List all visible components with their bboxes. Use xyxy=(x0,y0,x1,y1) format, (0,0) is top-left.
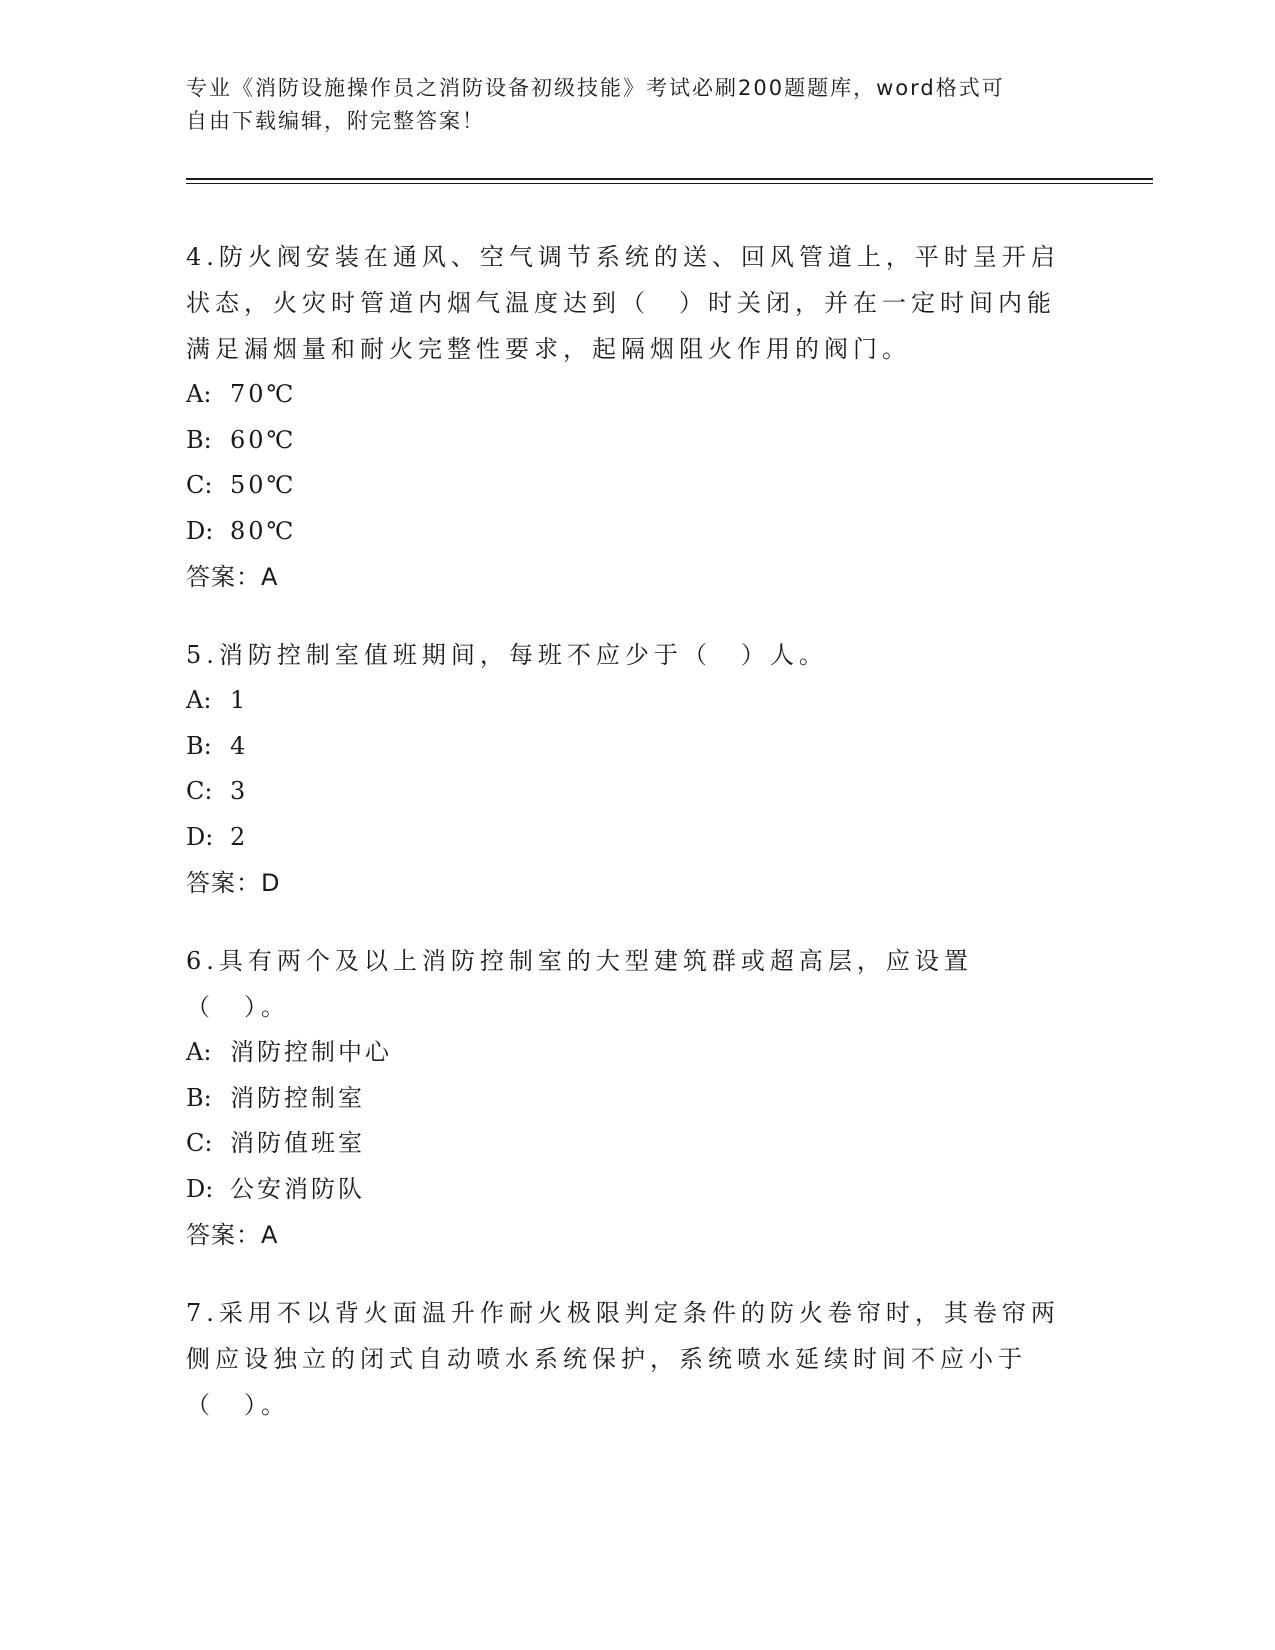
option-value: 1 xyxy=(230,686,249,714)
header-divider-thin xyxy=(186,183,1153,184)
option-value: 消防值班室 xyxy=(230,1129,365,1157)
answer-line: 答案：A xyxy=(186,1221,279,1249)
option-a xyxy=(186,678,1066,724)
option-value: 3 xyxy=(230,777,249,805)
option-b xyxy=(186,724,1066,770)
header-line-2: 自由下载编辑，附完整答案！ xyxy=(186,109,485,133)
question-4 xyxy=(186,234,1066,600)
option-label: B: xyxy=(186,731,212,760)
question-7 xyxy=(186,1290,1066,1428)
option-label: A: xyxy=(186,380,212,408)
option-label: B: xyxy=(186,425,212,454)
option-label: C: xyxy=(186,777,213,805)
option-label: D: xyxy=(186,822,214,851)
option-a xyxy=(186,372,1066,418)
option-d xyxy=(186,1167,1066,1213)
question-5 xyxy=(186,632,1066,906)
question-text: 6.具有两个及以上消防控制室的大型建筑群或超高层，应设置（ ）。 xyxy=(186,947,973,1021)
option-value: 4 xyxy=(230,731,249,760)
question-6 xyxy=(186,938,1066,1258)
option-d xyxy=(186,815,1066,861)
header-line-1: 专业《消防设施操作员之消防设备初级技能》考试必刷200题题库，word格式可 xyxy=(186,76,1005,100)
option-value: 80℃ xyxy=(230,516,297,545)
option-value: 50℃ xyxy=(230,471,297,499)
option-label: B: xyxy=(186,1083,212,1112)
option-value: 消防控制室 xyxy=(230,1083,365,1112)
option-d xyxy=(186,509,1066,555)
option-label: A: xyxy=(186,686,212,714)
option-a xyxy=(186,1030,1066,1076)
option-b xyxy=(186,418,1066,464)
answer-line: 答案：A xyxy=(186,563,279,591)
option-c xyxy=(186,769,1066,815)
option-label: C: xyxy=(186,1129,213,1157)
option-value: 消防控制中心 xyxy=(230,1038,392,1066)
option-value: 2 xyxy=(230,822,249,851)
question-list xyxy=(186,234,1066,1460)
option-label: A: xyxy=(186,1038,212,1066)
header-divider xyxy=(186,178,1153,180)
option-label: C: xyxy=(186,471,213,499)
answer-line: 答案：D xyxy=(186,869,281,897)
question-text: 4.防火阀安装在通风、空气调节系统的送、回风管道上，平时呈开启状态，火灾时管道内烟气温度达到（ ）时关闭，并在一定时间内能满足漏烟量和耐火完整性要求，起隔烟阻火作用的阀门。 xyxy=(186,243,1060,363)
page-header xyxy=(186,72,1066,138)
option-value: 60℃ xyxy=(230,425,297,454)
option-value: 70℃ xyxy=(230,380,297,408)
option-c xyxy=(186,463,1066,509)
option-c xyxy=(186,1121,1066,1167)
question-text: 5.消防控制室值班期间，每班不应少于（ ）人。 xyxy=(186,641,828,669)
option-label: D: xyxy=(186,1174,214,1203)
option-b xyxy=(186,1076,1066,1122)
option-label: D: xyxy=(186,516,214,545)
question-text: 7.采用不以背火面温升作耐火极限判定条件的防火卷帘时，其卷帘两侧应设独立的闭式自动喷水系统保护，系统喷水延续时间不应小于（ ）。 xyxy=(186,1299,1060,1419)
option-value: 公安消防队 xyxy=(230,1174,365,1203)
